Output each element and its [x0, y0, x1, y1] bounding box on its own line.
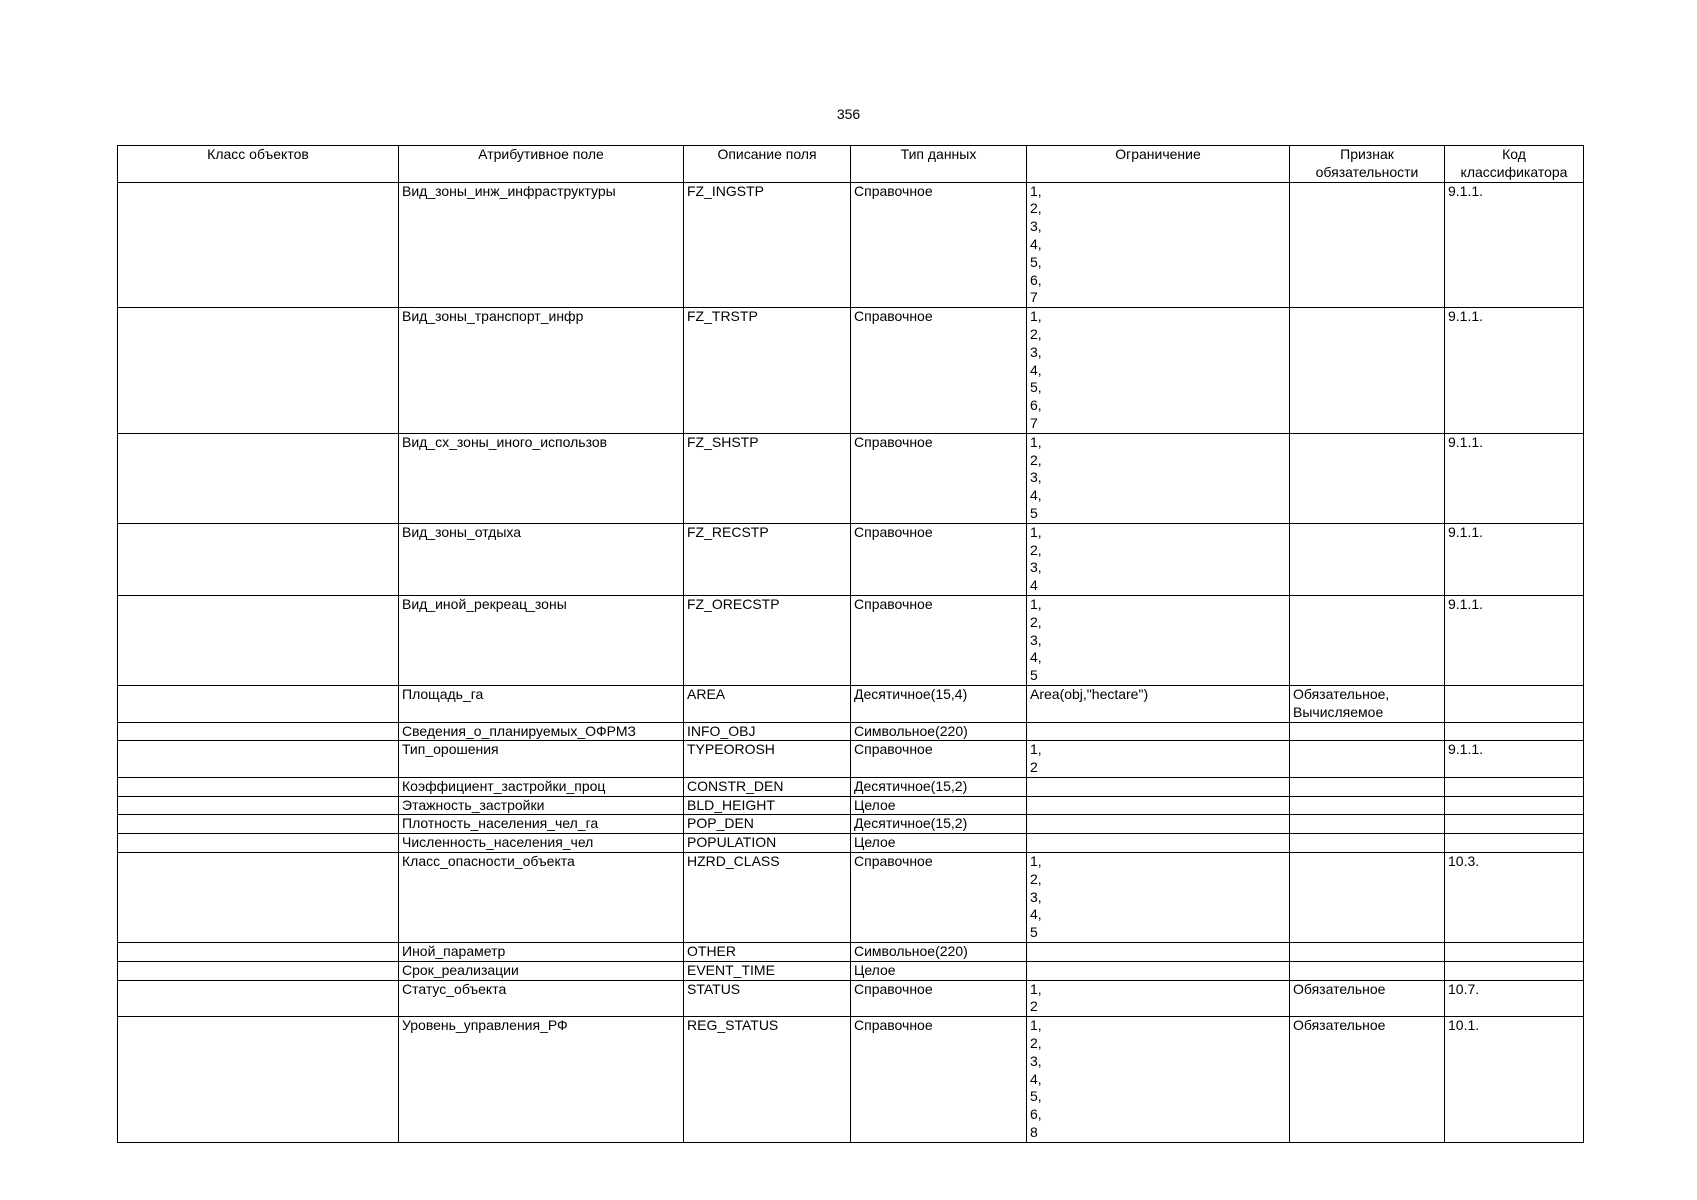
- data-type-cell: Десятичное(15,4): [851, 685, 1027, 722]
- table-row: [118, 1017, 1584, 1143]
- table-row: [118, 741, 1584, 778]
- object-class-cell: [118, 685, 399, 722]
- attribute-field-cell: Численность_населения_чел: [399, 834, 684, 853]
- attribute-field-cell: Иной_параметр: [399, 943, 684, 962]
- field-description-cell: POPULATION: [684, 834, 851, 853]
- data-type-cell: Справочное: [851, 308, 1027, 434]
- restriction-line: 7: [1030, 414, 1038, 431]
- classifier-code-cell: 9.1.1.: [1445, 308, 1584, 434]
- object-class-cell: [118, 796, 399, 815]
- mandatory-flag-cell: [1290, 815, 1445, 834]
- attribute-field-cell: Срок_реализации: [399, 961, 684, 980]
- restriction-line: 4,: [1030, 361, 1042, 378]
- classifier-code-cell: 9.1.1.: [1445, 182, 1584, 308]
- field-description-cell: FZ_SHSTP: [684, 433, 851, 523]
- field-description-cell: AREA: [684, 685, 851, 722]
- data-type-cell: Справочное: [851, 595, 1027, 685]
- mandatory-flag-cell: [1290, 685, 1445, 722]
- table-row: [118, 777, 1584, 796]
- field-description-cell: INFO_OBJ: [684, 722, 851, 741]
- restriction-line: 1,: [1030, 523, 1042, 540]
- classifier-code-cell: [1445, 943, 1584, 962]
- object-class-cell: [118, 722, 399, 741]
- classifier-code-cell: 9.1.1.: [1445, 523, 1584, 595]
- field-description-cell: OTHER: [684, 943, 851, 962]
- restriction-line: 2,: [1030, 451, 1042, 468]
- header-data-type: Тип данных: [851, 146, 1027, 183]
- field-description-cell: STATUS: [684, 980, 851, 1017]
- object-class-cell: [118, 433, 399, 523]
- object-class-cell: [118, 815, 399, 834]
- mandatory-flag-cell: [1290, 961, 1445, 980]
- attribute-field-cell: Коэффициент_застройки_проц: [399, 777, 684, 796]
- table-row: [118, 595, 1584, 685]
- restriction-line: 3,: [1030, 559, 1042, 576]
- restriction-line: 3,: [1030, 1052, 1042, 1069]
- mandatory-flag-line: Вычисляемое: [1293, 703, 1384, 720]
- field-description-cell: CONSTR_DEN: [684, 777, 851, 796]
- classifier-code-cell: 10.7.: [1445, 980, 1584, 1017]
- table-row: [118, 980, 1584, 1017]
- restriction-line: 1,: [1030, 182, 1042, 199]
- restriction-line: 1,: [1030, 595, 1042, 612]
- field-description-cell: FZ_INGSTP: [684, 182, 851, 308]
- classifier-code-cell: 9.1.1.: [1445, 741, 1584, 778]
- mandatory-flag-cell: [1290, 796, 1445, 815]
- restriction-line: 6,: [1030, 397, 1042, 414]
- object-class-cell: [118, 1017, 399, 1143]
- field-description-cell: POP_DEN: [684, 815, 851, 834]
- restriction-line: 4,: [1030, 235, 1042, 252]
- attribute-field-cell: Класс_опасности_объекта: [399, 853, 684, 943]
- mandatory-flag-cell: [1290, 980, 1445, 1017]
- table-row: [118, 308, 1584, 434]
- restriction-line: 5: [1030, 504, 1038, 521]
- restriction-line: 3,: [1030, 631, 1042, 648]
- header-classifier-code: Код классификатора: [1445, 146, 1584, 183]
- table-row: [118, 815, 1584, 834]
- field-description-cell: BLD_HEIGHT: [684, 796, 851, 815]
- mandatory-flag-cell: [1290, 308, 1445, 434]
- header-attribute-field: Атрибутивное поле: [399, 146, 684, 183]
- restriction-line: 2,: [1030, 200, 1042, 217]
- field-description-cell: FZ_ORECSTP: [684, 595, 851, 685]
- restriction-line: 5,: [1030, 379, 1042, 396]
- data-type-cell: Десятичное(15,2): [851, 777, 1027, 796]
- restriction-cell: [1027, 741, 1290, 778]
- data-type-cell: Справочное: [851, 182, 1027, 308]
- restriction-line: 6,: [1030, 1106, 1042, 1123]
- restriction-line: 4,: [1030, 649, 1042, 666]
- restriction-line: 5,: [1030, 1088, 1042, 1105]
- object-class-cell: [118, 834, 399, 853]
- restriction-line: 1,: [1030, 308, 1042, 325]
- attribute-table: [117, 145, 1584, 1143]
- data-type-cell: Справочное: [851, 980, 1027, 1017]
- table-header-row: [118, 146, 1584, 183]
- attribute-field-cell: Сведения_о_планируемых_ОФРМЗ: [399, 722, 684, 741]
- restriction-cell: [1027, 433, 1290, 523]
- table-row: [118, 943, 1584, 962]
- classifier-code-cell: [1445, 815, 1584, 834]
- restriction-line: 2,: [1030, 1035, 1042, 1052]
- restriction-line: 2: [1030, 998, 1038, 1015]
- mandatory-flag-cell: [1290, 595, 1445, 685]
- mandatory-flag-cell: [1290, 741, 1445, 778]
- mandatory-flag-line: Обязательное: [1293, 980, 1386, 997]
- restriction-line: 3,: [1030, 469, 1042, 486]
- restriction-cell: [1027, 595, 1290, 685]
- table-row: [118, 523, 1584, 595]
- restriction-cell: [1027, 961, 1290, 980]
- field-description-cell: FZ_TRSTP: [684, 308, 851, 434]
- header-restriction: Ограничение: [1027, 146, 1290, 183]
- restriction-line: 1,: [1030, 433, 1042, 450]
- restriction-cell: [1027, 980, 1290, 1017]
- classifier-code-cell: 9.1.1.: [1445, 433, 1584, 523]
- data-type-cell: Целое: [851, 796, 1027, 815]
- field-description-cell: REG_STATUS: [684, 1017, 851, 1143]
- restriction-line: 1,: [1030, 741, 1042, 758]
- classifier-code-cell: [1445, 796, 1584, 815]
- restriction-cell: [1027, 777, 1290, 796]
- restriction-line: 2,: [1030, 870, 1042, 887]
- restriction-cell: [1027, 796, 1290, 815]
- mandatory-flag-cell: [1290, 523, 1445, 595]
- mandatory-flag-cell: [1290, 943, 1445, 962]
- table-body: [118, 182, 1584, 1142]
- restriction-cell: [1027, 523, 1290, 595]
- restriction-line: 5: [1030, 667, 1038, 684]
- restriction-line: 6,: [1030, 271, 1042, 288]
- classifier-code-cell: 10.1.: [1445, 1017, 1584, 1143]
- attribute-field-cell: Вид_зоны_инж_инфраструктуры: [399, 182, 684, 308]
- field-description-cell: FZ_RECSTP: [684, 523, 851, 595]
- page-number: 356: [836, 106, 861, 122]
- attribute-field-cell: Плотность_населения_чел_га: [399, 815, 684, 834]
- attribute-field-cell: Площадь_га: [399, 685, 684, 722]
- mandatory-flag-cell: [1290, 722, 1445, 741]
- classifier-code-cell: [1445, 834, 1584, 853]
- object-class-cell: [118, 308, 399, 434]
- restriction-line: 2,: [1030, 325, 1042, 342]
- restriction-line: 5,: [1030, 253, 1042, 270]
- table-row: [118, 433, 1584, 523]
- data-type-cell: Целое: [851, 961, 1027, 980]
- restriction-line: 2,: [1030, 613, 1042, 630]
- restriction-line: 1,: [1030, 1017, 1042, 1034]
- restriction-cell: [1027, 308, 1290, 434]
- restriction-cell: [1027, 182, 1290, 308]
- mandatory-flag-cell: [1290, 182, 1445, 308]
- header-object-class: Класс объектов: [118, 146, 399, 183]
- classifier-code-cell: 10.3.: [1445, 853, 1584, 943]
- field-description-cell: HZRD_CLASS: [684, 853, 851, 943]
- attribute-field-cell: Вид_зоны_транспорт_инфр: [399, 308, 684, 434]
- restriction-line: 3,: [1030, 218, 1042, 235]
- restriction-cell: [1027, 815, 1290, 834]
- data-type-cell: Справочное: [851, 433, 1027, 523]
- object-class-cell: [118, 777, 399, 796]
- restriction-cell: [1027, 834, 1290, 853]
- attribute-field-cell: Тип_орошения: [399, 741, 684, 778]
- data-type-cell: Символьное(220): [851, 943, 1027, 962]
- data-type-cell: Справочное: [851, 1017, 1027, 1143]
- restriction-line: 4,: [1030, 1070, 1042, 1087]
- mandatory-flag-line: Обязательное: [1293, 1017, 1386, 1034]
- restriction-cell: [1027, 685, 1290, 722]
- restriction-line: 2,: [1030, 541, 1042, 558]
- restriction-line: 8: [1030, 1124, 1038, 1141]
- data-type-cell: Справочное: [851, 741, 1027, 778]
- attribute-field-cell: Этажность_застройки: [399, 796, 684, 815]
- object-class-cell: [118, 595, 399, 685]
- restriction-line: Area(obj,"hectare"): [1030, 685, 1149, 702]
- mandatory-flag-line: Обязательное,: [1293, 685, 1390, 702]
- header-field-description: Описание поля: [684, 146, 851, 183]
- data-type-cell: Справочное: [851, 853, 1027, 943]
- classifier-code-cell: [1445, 961, 1584, 980]
- object-class-cell: [118, 741, 399, 778]
- attribute-field-cell: Статус_объекта: [399, 980, 684, 1017]
- restriction-line: 2: [1030, 759, 1038, 776]
- data-type-cell: Целое: [851, 834, 1027, 853]
- mandatory-flag-cell: [1290, 834, 1445, 853]
- classifier-code-cell: [1445, 722, 1584, 741]
- object-class-cell: [118, 182, 399, 308]
- header-mandatory-flag: Признак обязательности: [1290, 146, 1445, 183]
- mandatory-flag-cell: [1290, 853, 1445, 943]
- attribute-field-cell: Вид_иной_рекреац_зоны: [399, 595, 684, 685]
- table-row: [118, 182, 1584, 308]
- field-description-cell: TYPEOROSH: [684, 741, 851, 778]
- mandatory-flag-cell: [1290, 777, 1445, 796]
- attribute-field-cell: Уровень_управления_РФ: [399, 1017, 684, 1143]
- restriction-line: 3,: [1030, 888, 1042, 905]
- restriction-line: 7: [1030, 289, 1038, 306]
- object-class-cell: [118, 961, 399, 980]
- mandatory-flag-cell: [1290, 433, 1445, 523]
- classifier-code-cell: [1445, 685, 1584, 722]
- restriction-line: 3,: [1030, 343, 1042, 360]
- classifier-code-cell: [1445, 777, 1584, 796]
- mandatory-flag-cell: [1290, 1017, 1445, 1143]
- restriction-line: 4,: [1030, 487, 1042, 504]
- object-class-cell: [118, 980, 399, 1017]
- attribute-field-cell: Вид_зоны_отдыха: [399, 523, 684, 595]
- object-class-cell: [118, 943, 399, 962]
- restriction-line: 4,: [1030, 906, 1042, 923]
- object-class-cell: [118, 853, 399, 943]
- object-class-cell: [118, 523, 399, 595]
- restriction-line: 1,: [1030, 853, 1042, 870]
- data-type-cell: Десятичное(15,2): [851, 815, 1027, 834]
- table-row: [118, 961, 1584, 980]
- data-type-cell: Символьное(220): [851, 722, 1027, 741]
- classifier-code-cell: 9.1.1.: [1445, 595, 1584, 685]
- attribute-field-cell: Вид_сх_зоны_иного_использов: [399, 433, 684, 523]
- restriction-cell: [1027, 943, 1290, 962]
- table-row: [118, 722, 1584, 741]
- data-type-cell: Справочное: [851, 523, 1027, 595]
- restriction-line: 4: [1030, 577, 1038, 594]
- table-row: [118, 685, 1584, 722]
- table-row: [118, 796, 1584, 815]
- restriction-cell: [1027, 722, 1290, 741]
- table-row: [118, 853, 1584, 943]
- restriction-cell: [1027, 1017, 1290, 1143]
- field-description-cell: EVENT_TIME: [684, 961, 851, 980]
- restriction-cell: [1027, 853, 1290, 943]
- restriction-line: 1,: [1030, 980, 1042, 997]
- restriction-line: 5: [1030, 924, 1038, 941]
- table-row: [118, 834, 1584, 853]
